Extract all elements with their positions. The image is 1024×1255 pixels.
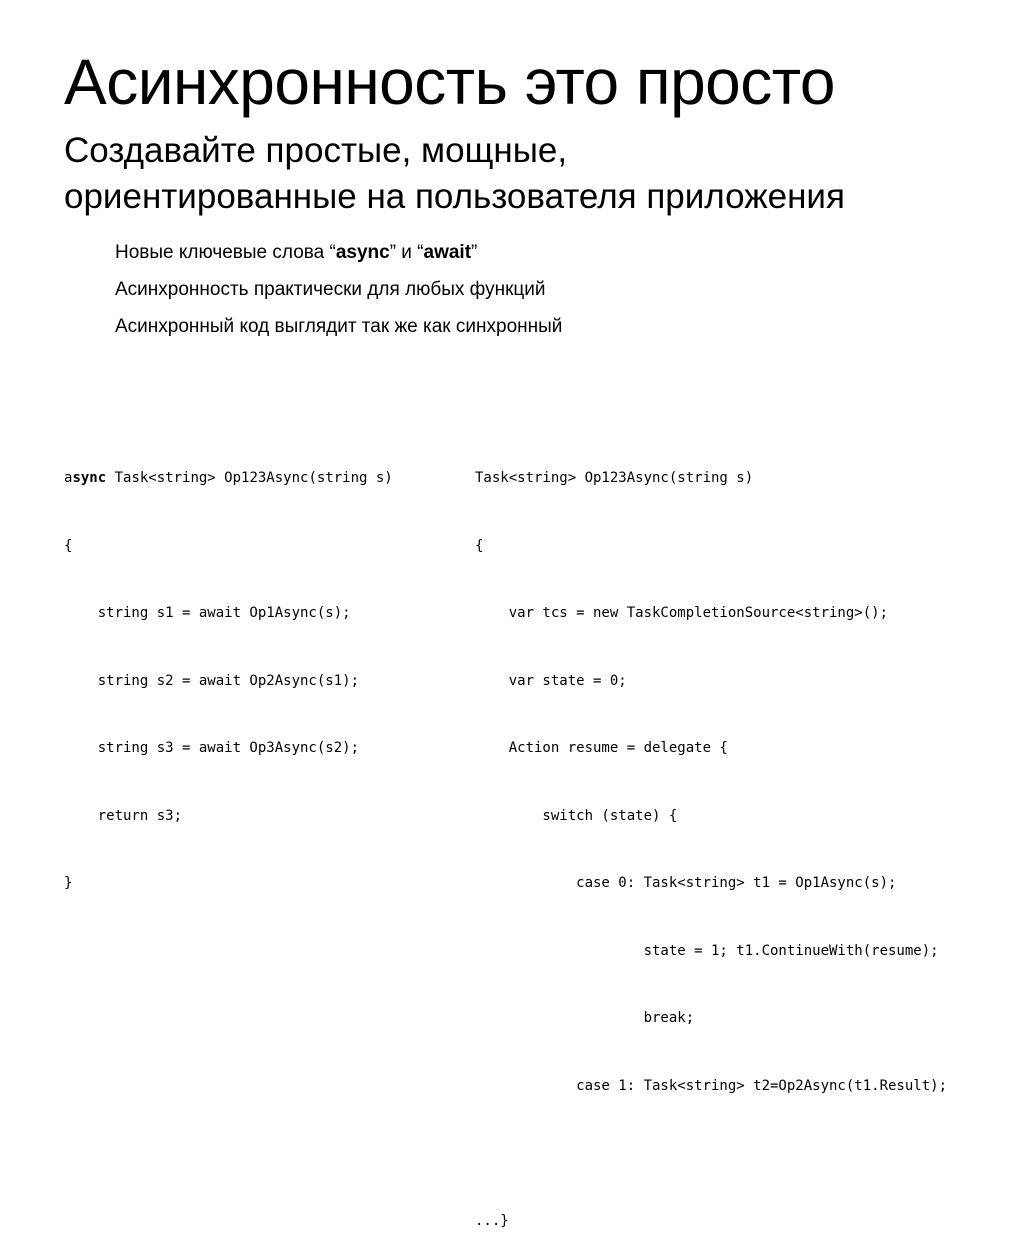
subtitle-line-1: Создавайте простые, мощные, — [64, 131, 568, 170]
code-line: case 1: Task<string> t2=Op2Async(t1.Result); — [475, 1077, 948, 1094]
code-line: break; — [475, 1010, 695, 1026]
code-block-manual — [475, 422, 947, 1255]
code-line: case 0: Task<string> t1 = Op1Async(s); — [475, 875, 897, 891]
bullet-any-function: Асинхронность практически для любых функций — [115, 279, 546, 300]
bullet-keywords — [115, 238, 562, 275]
code-line: var tcs = new TaskCompletionSource<string>(); — [475, 605, 889, 621]
code-line — [475, 1142, 947, 1165]
bullet-keywords-middle: ” и “ — [389, 242, 424, 263]
code-block-async — [64, 422, 393, 917]
bullet-looks-sync: Асинхронный код выглядит так же как синхронный — [115, 316, 563, 337]
code-line: Action resume = delegate { — [475, 740, 728, 756]
bullet-keywords-suffix: ” — [471, 242, 478, 263]
keyword-await: await — [423, 242, 472, 263]
code-line — [64, 467, 393, 490]
code-line: string s1 = await Op1Async(s); — [64, 605, 351, 621]
slide-title: Асинхронность это просто — [64, 46, 835, 118]
code-keyword-async: sync — [72, 470, 107, 486]
code-line: var state = 0; — [475, 672, 627, 689]
subtitle-line-2: ориентированные на пользователя приложения — [64, 177, 845, 216]
slide-subtitle — [64, 128, 845, 220]
code-line: Task<string> Op123Async(string s) — [475, 470, 754, 486]
code-line: } — [64, 875, 73, 891]
code-line: return s3; — [64, 807, 183, 824]
bullet-keywords-prefix: Новые ключевые слова “ — [115, 242, 336, 263]
code-line: { — [64, 537, 73, 554]
code-token: Task<string> Op123Async(string s) — [106, 470, 393, 486]
code-line: ...} — [475, 1212, 509, 1229]
code-line: switch (state) { — [475, 807, 678, 824]
code-line: string s2 = await Op2Async(s1); — [64, 672, 360, 689]
code-line: { — [475, 537, 484, 554]
code-line: string s3 = await Op3Async(s2); — [64, 740, 360, 756]
code-token: a — [64, 470, 73, 486]
keyword-async: async — [335, 242, 390, 263]
code-line: state = 1; t1.ContinueWith(resume); — [475, 942, 939, 959]
bullet-list — [115, 238, 562, 349]
